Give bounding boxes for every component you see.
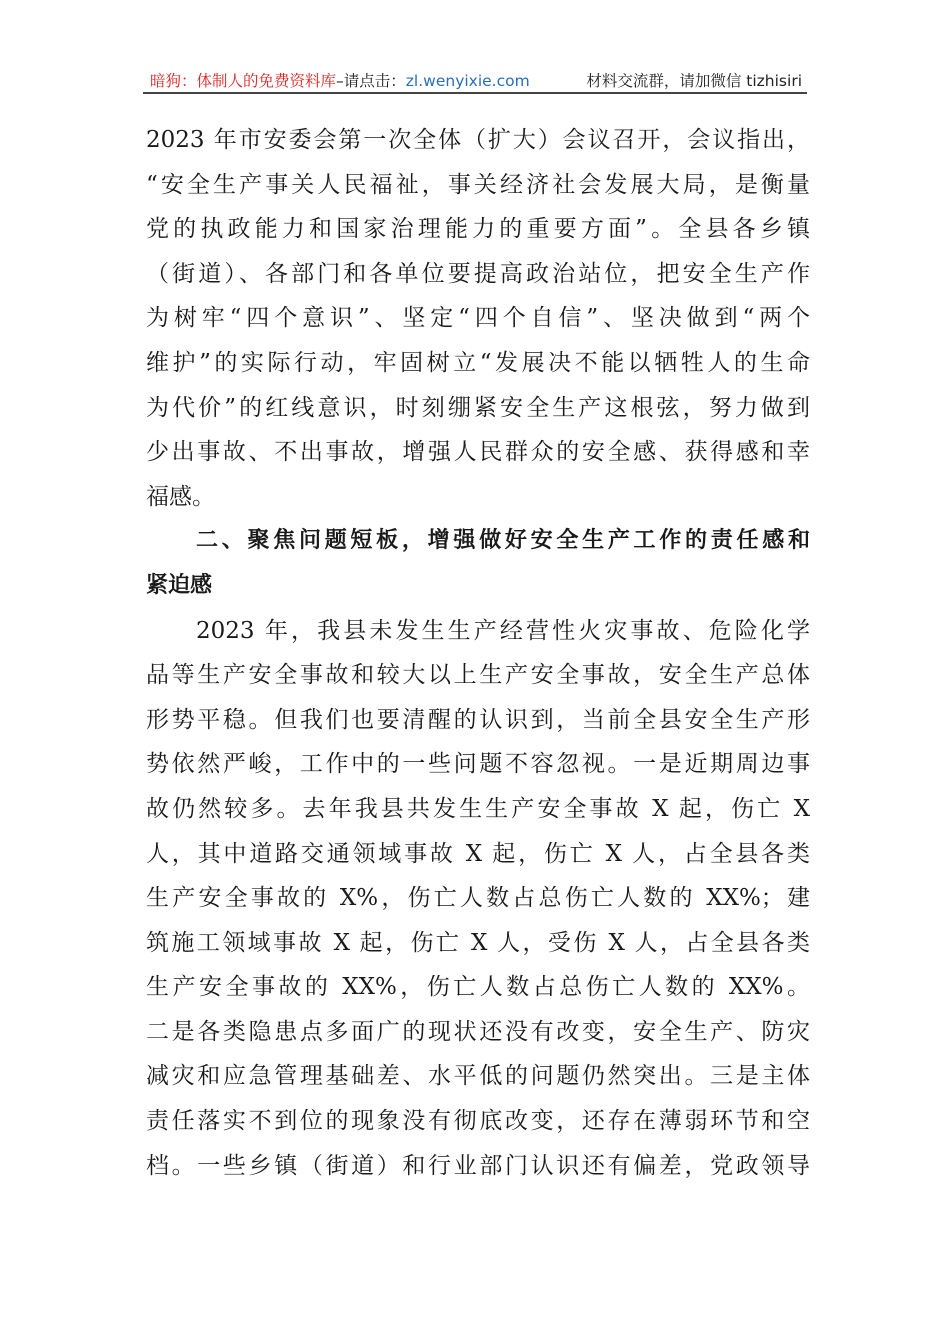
- promo-text: 暗狗：体制人的免费资料库: [150, 72, 337, 90]
- text-line: 2023 年市安委会第一次全体（扩大）会议召开，会议指出，: [146, 127, 810, 153]
- text-line: 品等生产安全事故和较大以上生产安全事故，安全生产总体: [146, 662, 810, 689]
- text-line: “安全生产事关人民福祉，事关经济社会发展大局，是衡量: [146, 171, 810, 198]
- text-line: 生产安全事故的 XX%，伤亡人数占总伤亡人数的 XX%。: [146, 974, 810, 1001]
- text-line: 福感。: [146, 483, 215, 510]
- text-line: 二、聚焦问题短板，增强做好安全生产工作的责任感和: [196, 528, 810, 554]
- text-line: 筑施工领域事故 X 起，伤亡 X 人，受伤 X 人，占全县各类: [146, 929, 810, 956]
- document-body: [146, 118, 810, 1188]
- text-line: 责任落实不到位的现象没有彻底改变，还存在薄弱环节和空: [146, 1108, 810, 1135]
- text-line: 生产安全事故的 X%，伤亡人数占总伤亡人数的 XX%；建: [146, 885, 810, 912]
- text-line: 减灾和应急管理基础差、水平低的问题仍然突出。三是主体: [146, 1063, 810, 1090]
- text-line: 党的执政能力和国家治理能力的重要方面”。全县各乡镇: [146, 216, 810, 243]
- text-line: 人，其中道路交通领域事故 X 起，伤亡 X 人，占全县各类: [146, 840, 810, 867]
- text-line: 少出事故、不出事故，增强人民群众的安全感、获得感和幸: [146, 439, 810, 466]
- header-rule: [143, 92, 807, 94]
- text-line: （街道）、各部门和各单位要提高政治站位，把安全生产作: [146, 260, 810, 287]
- click-prompt: –请点击：: [336, 72, 406, 90]
- paragraph: [146, 118, 810, 519]
- text-line: 形势平稳。但我们也要清醒的认识到，当前全县安全生产形: [146, 706, 810, 733]
- text-line: 紧迫感: [146, 572, 213, 598]
- text-line: 为代价”的红线意识，时刻绷紧安全生产这根弦，努力做到: [146, 394, 810, 421]
- text-line: 为树牢“四个意识”、坚定“四个自信”、坚决做到“两个: [146, 305, 810, 332]
- page-header-banner: [150, 68, 802, 92]
- paragraph: [146, 609, 810, 1189]
- text-line: 维护”的实际行动，牢固树立“发展决不能以牺牲人的生命: [146, 349, 810, 376]
- site-link[interactable]: zl.wenyixie.com: [405, 72, 530, 90]
- text-line: 势依然严峻，工作中的一些问题不容忽视。一是近期周边事: [146, 751, 810, 778]
- text-line: 2023 年，我县未发生生产经营性火灾事故、危险化学: [196, 617, 810, 644]
- wechat-note: 材料交流群，请加微信 tizhisiri: [586, 72, 802, 90]
- text-line: 故仍然较多。去年我县共发生生产安全事故 X 起，伤亡 X: [146, 795, 810, 822]
- text-line: 档。一些乡镇（街道）和行业部门认识还有偏差，党政领导: [146, 1152, 810, 1179]
- text-line: 二是各类隐患点多面广的现状还没有改变，安全生产、防灾: [146, 1018, 810, 1045]
- section-heading: [146, 519, 810, 608]
